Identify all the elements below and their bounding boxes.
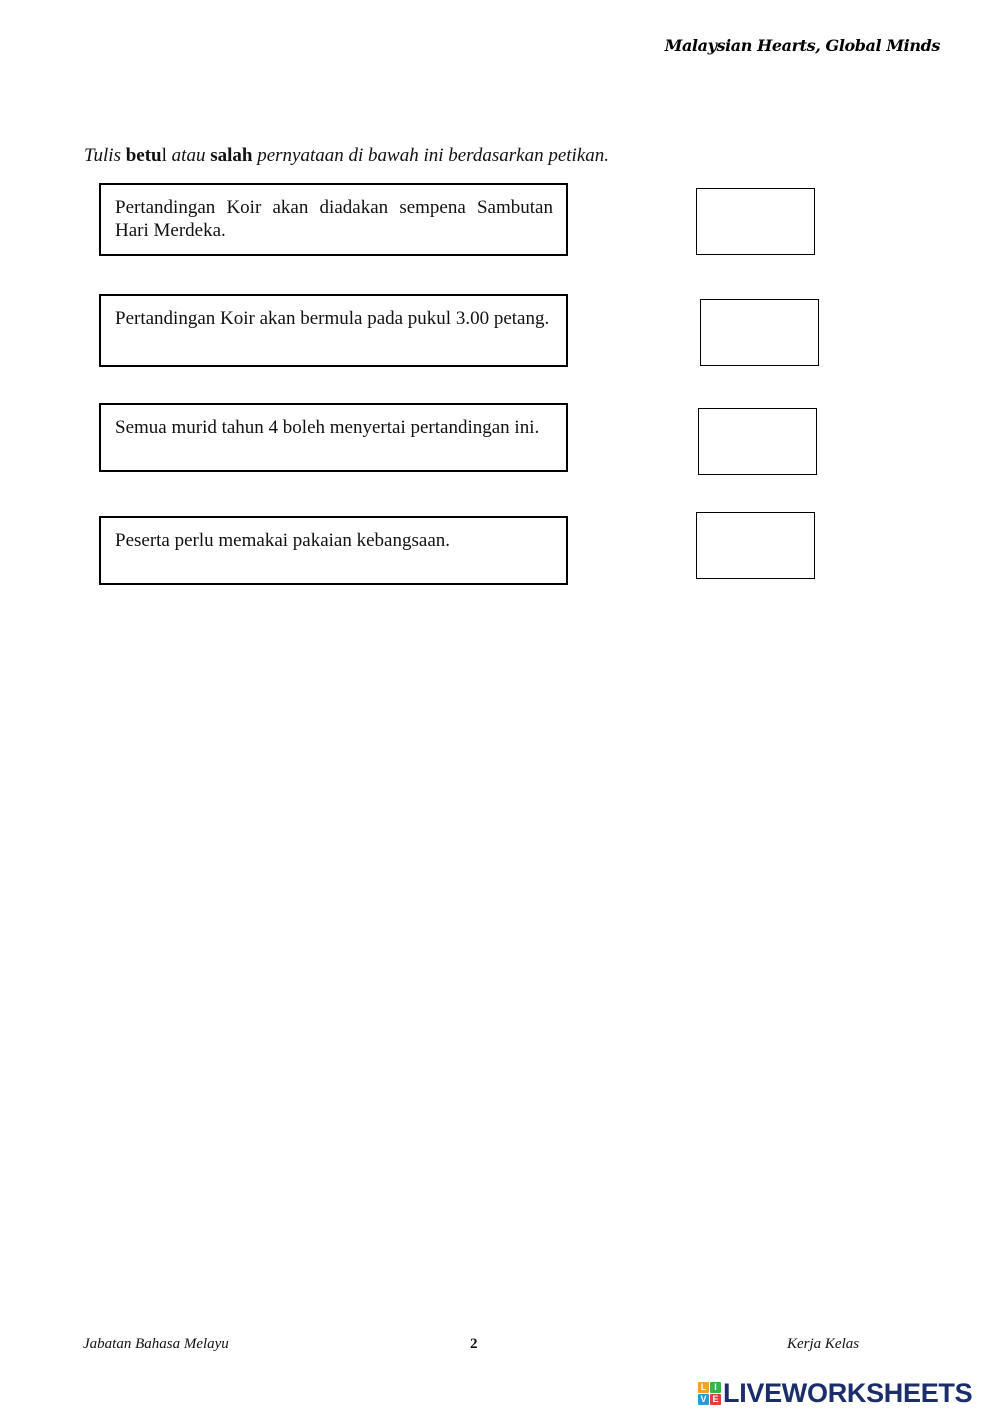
footer-page-number: 2	[470, 1336, 478, 1352]
instruction-bold-betul: betu	[125, 145, 162, 166]
answer-box-3[interactable]	[698, 408, 817, 475]
answer-box-4[interactable]	[696, 512, 815, 579]
statement-box-1: Pertandingan Koir akan diadakan sempena Sambutan Hari Merdeka.	[99, 183, 568, 256]
logo-letter-v: V	[698, 1394, 709, 1405]
statement-box-2: Pertandingan Koir akan bermula pada pukul 3.00 petang.	[99, 294, 568, 367]
instruction	[84, 145, 609, 167]
liveworksheets-wordmark: LIVEWORKSHEETS	[723, 1377, 973, 1408]
answer-box-1[interactable]	[696, 188, 815, 255]
liveworksheets-logo[interactable]	[698, 1377, 972, 1409]
liveworksheets-icon	[698, 1382, 721, 1405]
instruction-text-1: Tulis	[84, 145, 126, 166]
footer-department: Jabatan Bahasa Melayu	[83, 1336, 229, 1352]
instruction-text-atau: atau	[166, 145, 211, 166]
instruction-text-l: l	[161, 145, 167, 166]
logo-letter-e: E	[710, 1394, 721, 1405]
answer-box-2[interactable]	[700, 299, 819, 366]
logo-letter-l: L	[698, 1382, 709, 1393]
footer-label: Kerja Kelas	[787, 1336, 860, 1352]
logo-letter-i: I	[710, 1382, 721, 1393]
header-motto: Malaysian Hearts, Global Minds	[664, 36, 940, 55]
instruction-bold-salah: salah	[210, 145, 253, 166]
statement-box-3: Semua murid tahun 4 boleh menyertai pertandingan ini.	[99, 403, 568, 472]
instruction-text-rest: pernyataan di bawah ini berdasarkan petikan.	[252, 145, 610, 166]
statement-box-4: Peserta perlu memakai pakaian kebangsaan.	[99, 516, 568, 585]
